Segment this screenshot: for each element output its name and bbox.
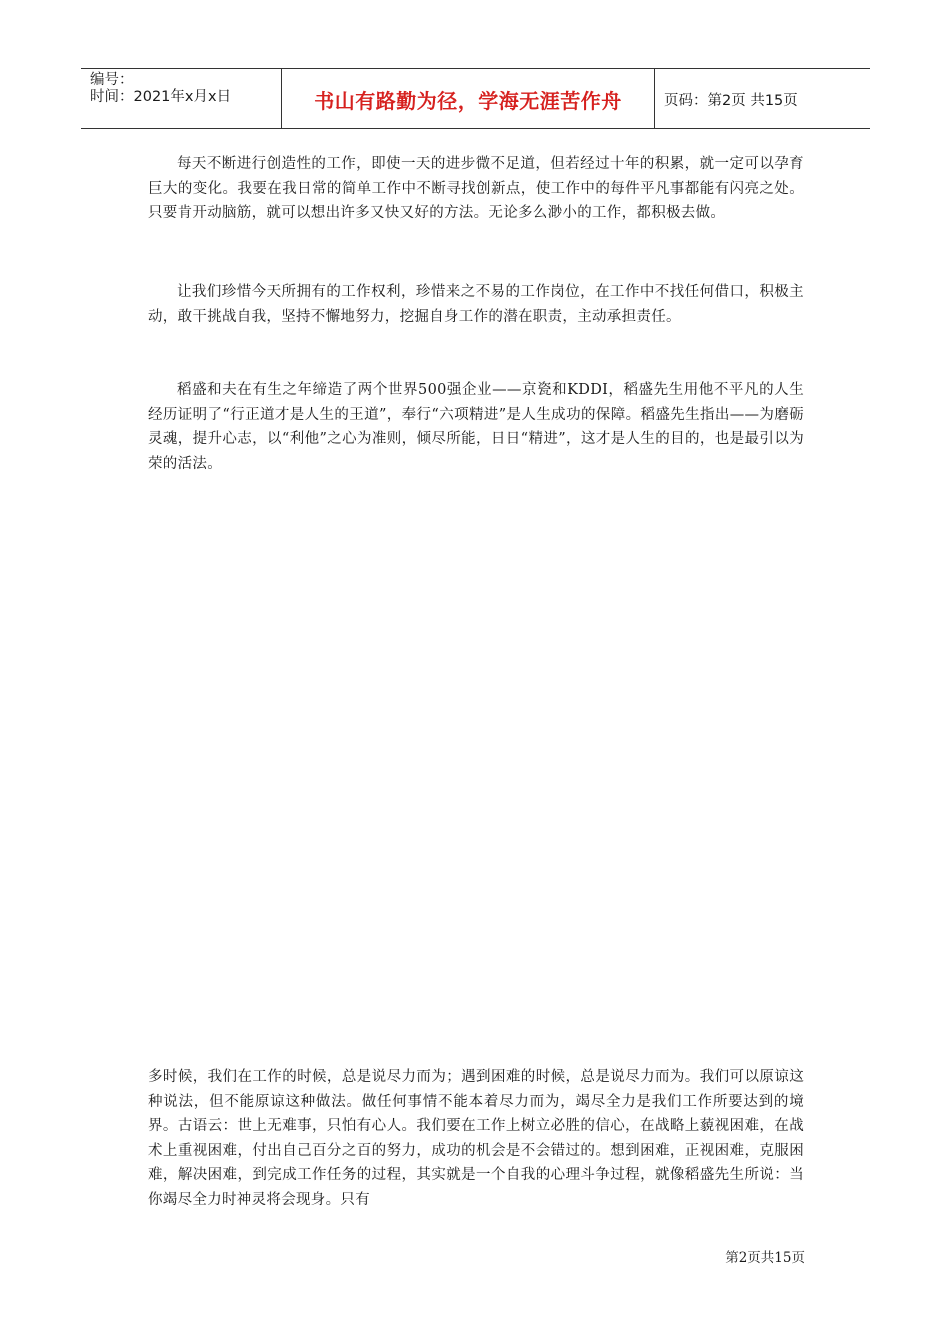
paragraph-block [148, 152, 804, 226]
paragraph: 稻盛和夫在有生之年缔造了两个世界500强企业——京瓷和KDDI，稻盛先生用他不平凡的人生经历证明了“行正道才是人生的王道”，奉行“六项精进”是人生成功的保障。稻盛先生指出——为磨砺灵魂，提升心志，以“利他”之心为准则，倾尽所能，日日“精进”，这才是人生的目的，也是最引以为荣的活法。 [148, 382, 804, 472]
page-header [81, 68, 870, 129]
serial-number-label: 编号： [90, 72, 134, 88]
paragraph: 每天不断进行创造性的工作，即使一天的进步微不足道，但若经过十年的积累，就一定可以孕育巨大的变化。我要在我日常的简单工作中不断寻找创新点，使工作中的每件平凡事都能有闪亮之处。只要肯开动脑筋，就可以想出许多又快又好的方法。无论多么渺小的工作，都积极去做。 [148, 156, 804, 221]
page-footer: 第2页共15页 [725, 1250, 805, 1266]
paragraph: 多时候，我们在工作的时候，总是说尽力而为；遇到困难的时候，总是说尽力而为。我们可以原谅这种说法，但不能原谅这种做法。做任何事情不能本着尽力而为，竭尽全力是我们工作所要达到的境界。古语云：世上无难事，只怕有心人。我们要在工作上树立必胜的信心，在战略上藐视困难，在战术上重视困难，付出自己百分之百的努力，成功的机会是不会错过的。想到困难，正视困难，克服困难，解决困难，到完成工作任务的过程，其实就是一个自我的心理斗争过程，就像稻盛先生所说：当你竭尽全力时神灵将会现身。只有 [148, 1069, 804, 1208]
paragraph-block [148, 378, 804, 476]
header-motto: 书山有路勤为径，学海无涯苦作舟 [282, 69, 655, 128]
paragraph-block [148, 1065, 804, 1212]
header-meta [81, 69, 282, 128]
paragraph-block [148, 280, 804, 329]
paragraph: 让我们珍惜今天所拥有的工作权利，珍惜来之不易的工作岗位，在工作中不找任何借口，积极主动，敢干挑战自我，坚持不懈地努力，挖掘自身工作的潜在职责，主动承担责任。 [148, 284, 804, 325]
date-label: 时间：2021年x月x日 [90, 89, 232, 105]
header-page-label: 页码：第2页 共15页 [664, 93, 798, 109]
